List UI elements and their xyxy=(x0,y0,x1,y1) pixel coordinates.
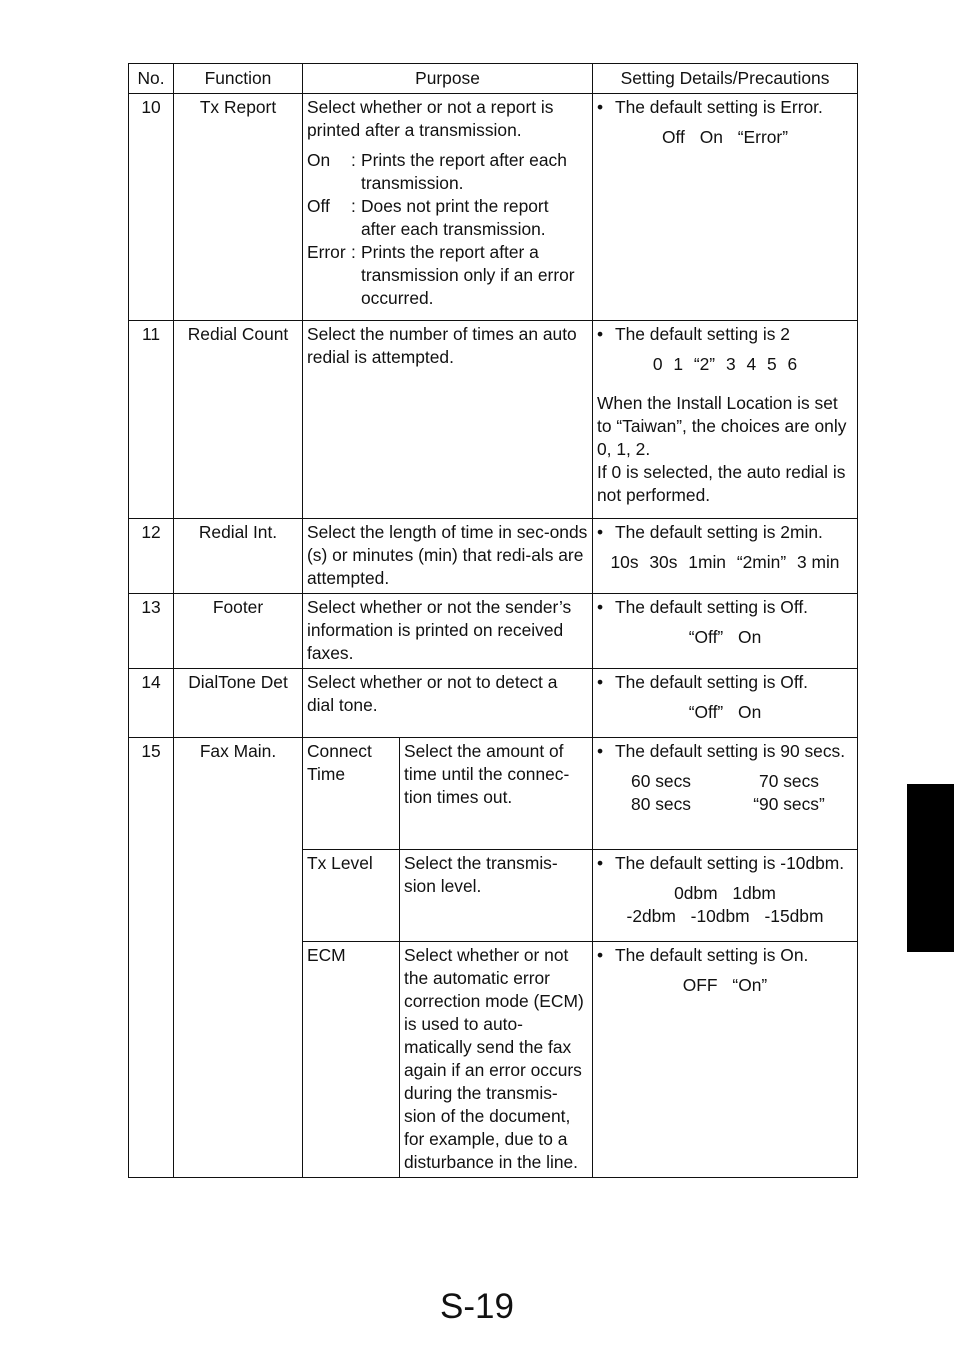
default-text: The default setting is 2min. xyxy=(615,522,823,542)
choice: -10dbm xyxy=(690,906,750,926)
choice: 1dbm xyxy=(732,883,776,903)
choice: 3 min xyxy=(796,552,840,572)
choice: Off xyxy=(661,127,685,147)
option-key: Off xyxy=(307,196,330,216)
choice: 4 xyxy=(746,354,757,374)
choice-row xyxy=(602,905,848,928)
purpose-text: Select whether or not a report is printed after a transmission. xyxy=(307,97,554,140)
default-note xyxy=(597,740,853,763)
default-note xyxy=(597,323,853,346)
choice: “Off” xyxy=(688,627,724,647)
setting-cell xyxy=(593,738,858,850)
option-separator: : xyxy=(351,242,356,262)
bullet-mark: • xyxy=(597,522,604,542)
function-name: Fax Main. xyxy=(174,738,303,1178)
default-text: The default setting is On. xyxy=(615,945,809,965)
option-item xyxy=(307,195,588,241)
default-note xyxy=(597,944,853,967)
default-text: The default setting is 2 xyxy=(615,324,790,344)
choice: 60 secs xyxy=(631,771,691,791)
choice: 3 xyxy=(725,354,736,374)
bullet-mark: • xyxy=(597,597,604,617)
note-text: When the Install Location is set to “Taiwan”, the choices are only 0, 1, 2. xyxy=(597,393,847,459)
row-number: 15 xyxy=(129,738,174,1178)
setting-cell xyxy=(593,594,858,669)
function-name: Tx Report xyxy=(174,94,303,321)
table-header-row xyxy=(129,64,858,94)
default-note xyxy=(597,671,853,694)
choice: 30s xyxy=(649,552,678,572)
setting-cell xyxy=(593,850,858,942)
choice: On xyxy=(699,127,723,147)
table-row xyxy=(129,321,858,519)
function-name: Footer xyxy=(174,594,303,669)
purpose-text: Select the transmis-sion level. xyxy=(400,850,593,942)
choice: “2” xyxy=(693,354,716,374)
choice: “On” xyxy=(732,975,768,995)
choice: “Error” xyxy=(737,127,788,147)
bullet-mark: • xyxy=(597,672,604,692)
purpose-text: Select the length of time in sec-onds (s) or minutes (min) that redi-als are attempted. xyxy=(307,522,588,588)
default-text: The default setting is 90 secs. xyxy=(615,741,846,761)
choice: 1min xyxy=(688,552,726,572)
option-desc: Prints the report after a transmission only if an error occurred. xyxy=(361,242,575,308)
default-text: The default setting is Off. xyxy=(615,597,809,617)
option-separator: : xyxy=(351,196,356,216)
purpose-text: Select whether or not the sender’s information is printed on received faxes. xyxy=(307,597,572,663)
purpose-text: Select whether or not the automatic error correction mode (ECM) is used to auto-matically send the fax again if an error occurs during the transmis-sion of the document, for example, due to a disturbance in the line. xyxy=(400,942,593,1178)
purpose-text: Select the amount of time until the connec-tion times out. xyxy=(400,738,593,850)
choice: 70 secs xyxy=(759,771,819,791)
purpose-cell xyxy=(303,594,593,669)
header-no: No. xyxy=(129,64,174,94)
choice-list xyxy=(597,626,853,649)
default-note xyxy=(597,521,853,544)
sub-function-name: Tx Level xyxy=(303,850,400,942)
option-key: On xyxy=(307,150,331,170)
function-name: DialTone Det xyxy=(174,669,303,738)
row-number: 11 xyxy=(129,321,174,519)
choice-list xyxy=(597,126,853,149)
bullet-mark: • xyxy=(597,741,604,761)
choice-list xyxy=(597,882,853,928)
row-number: 12 xyxy=(129,519,174,594)
choice-list xyxy=(597,974,853,997)
table-row xyxy=(129,594,858,669)
option-item xyxy=(307,149,588,195)
choice-row xyxy=(602,882,848,905)
choice: “Off” xyxy=(688,702,724,722)
choice: -15dbm xyxy=(764,906,824,926)
option-separator: : xyxy=(351,150,356,170)
table-row xyxy=(129,738,858,850)
choice: 6 xyxy=(787,354,798,374)
choice: 10s xyxy=(610,552,639,572)
row-number: 10 xyxy=(129,94,174,321)
function-name: Redial Count xyxy=(174,321,303,519)
purpose-text: Select the number of times an auto redial is attempted. xyxy=(307,324,577,367)
purpose-cell xyxy=(303,321,593,519)
bullet-mark: • xyxy=(597,853,604,873)
note-text: If 0 is selected, the auto redial is not performed. xyxy=(597,462,846,505)
option-item xyxy=(307,241,588,310)
choice: “90 secs” xyxy=(753,794,825,814)
table-row xyxy=(129,669,858,738)
choice: On xyxy=(738,627,762,647)
setting-cell xyxy=(593,94,858,321)
section-thumb-tab xyxy=(907,784,954,952)
header-setting-details: Setting Details/Precautions xyxy=(593,64,858,94)
choice: 80 secs xyxy=(631,794,691,814)
choice: 0 xyxy=(652,354,663,374)
settings-table xyxy=(128,63,858,1178)
header-function: Function xyxy=(174,64,303,94)
setting-cell xyxy=(593,519,858,594)
row-number: 14 xyxy=(129,669,174,738)
table-row xyxy=(129,519,858,594)
setting-cell xyxy=(593,942,858,1178)
choice: OFF xyxy=(682,975,718,995)
default-note xyxy=(597,596,853,619)
purpose-text: Select whether or not to detect a dial tone. xyxy=(307,672,558,715)
header-purpose: Purpose xyxy=(303,64,593,94)
choice-list xyxy=(597,770,853,816)
purpose-cell xyxy=(303,94,593,321)
choice: 5 xyxy=(766,354,777,374)
default-text: The default setting is -10dbm. xyxy=(615,853,845,873)
choice-list xyxy=(597,551,853,574)
sub-function-name: Connect Time xyxy=(303,738,400,850)
page-number: S-19 xyxy=(440,1287,514,1326)
bullet-mark: • xyxy=(597,945,604,965)
option-key: Error xyxy=(307,242,346,262)
row-number: 13 xyxy=(129,594,174,669)
purpose-cell xyxy=(303,519,593,594)
choice-list xyxy=(597,701,853,724)
setting-cell xyxy=(593,669,858,738)
choice: 0dbm xyxy=(674,883,718,903)
choice: On xyxy=(738,702,762,722)
choice-list xyxy=(597,353,853,376)
default-note xyxy=(597,852,853,875)
choice: -2dbm xyxy=(626,906,676,926)
option-desc: Prints the report after each transmission. xyxy=(361,150,567,193)
bullet-mark: • xyxy=(597,97,604,117)
default-text: The default setting is Off. xyxy=(615,672,809,692)
choice: “2min” xyxy=(736,552,787,572)
default-note xyxy=(597,96,853,119)
sub-function-name: ECM xyxy=(303,942,400,1178)
bullet-mark: • xyxy=(597,324,604,344)
option-desc: Does not print the report after each transmission. xyxy=(361,196,549,239)
table-row xyxy=(129,94,858,321)
setting-cell xyxy=(593,321,858,519)
purpose-cell xyxy=(303,669,593,738)
default-text: The default setting is Error. xyxy=(615,97,823,117)
choice: 1 xyxy=(673,354,683,374)
function-name: Redial Int. xyxy=(174,519,303,594)
